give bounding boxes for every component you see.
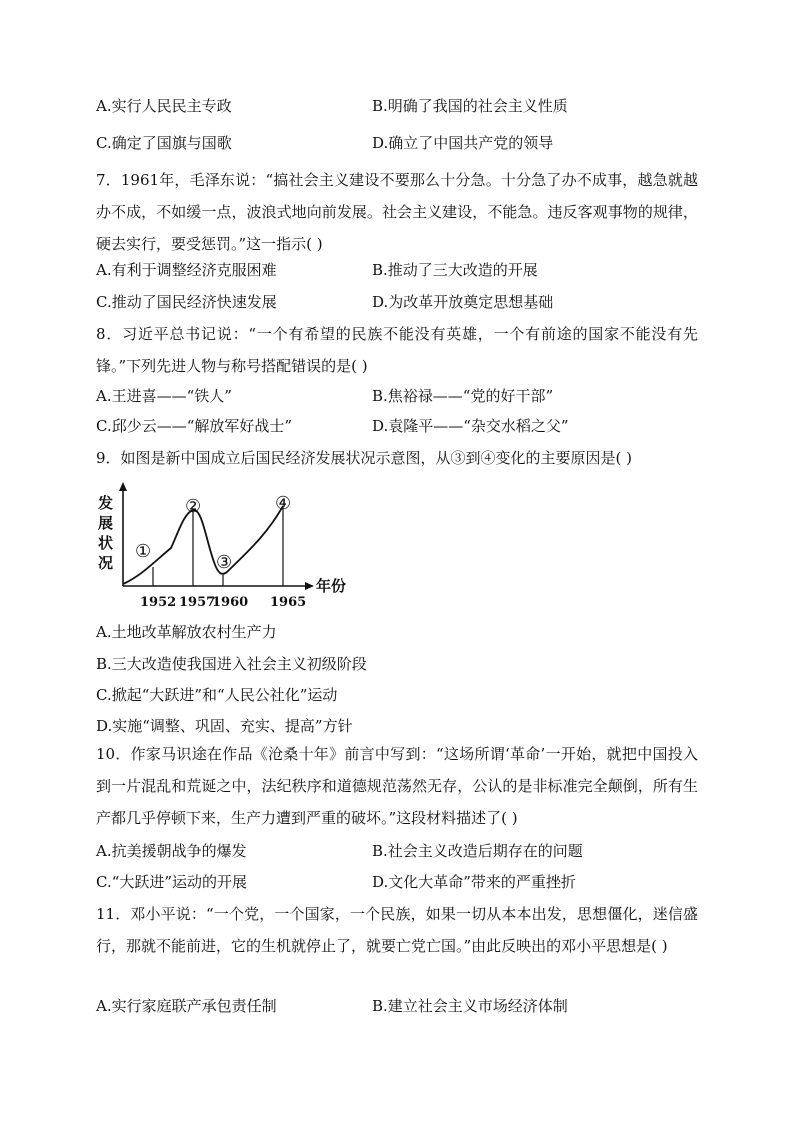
- point-1: ①: [135, 541, 152, 562]
- q11-stem: 11．邓小平说：“一个党，一个国家，一个民族，如果一切从本本出发，思想僵化，迷信盛行，那就不能前进，它的生机就停止了，就要亡党亡国。”由此反映出的邓小平思想是( ): [96, 905, 698, 955]
- q11-option-a: A.实行家庭联产承包责任制: [96, 997, 277, 1015]
- q10-option-d: D.文化大革命”带来的严重挫折: [372, 873, 576, 891]
- q9-option-d: D.实施“调整、巩固、充实、提高”方针: [96, 717, 353, 735]
- q9-option-b: B.三大改造使我国进入社会主义初级阶段: [96, 655, 367, 673]
- q8-option-d: D.袁隆平——“杂交水稻之父”: [372, 417, 569, 435]
- q11-option-b: B.建立社会主义市场经济体制: [372, 997, 568, 1015]
- tick-1952: 1952: [140, 595, 177, 610]
- y-label-2: 展: [98, 514, 114, 532]
- q7-stem: 7．1961年，毛泽东说：“搞社会主义建设不要那么十分急。十分急了办不成事，越急就越办不成，不如缓一点，波浪式地向前发展。社会主义建设，不能急。违反客观事物的规律，硬去实行，要受惩罚。”这一指示( ): [96, 171, 698, 253]
- q10-option-b: B.社会主义改造后期存在的问题: [372, 842, 583, 860]
- q7-option-a: A.有利于调整经济克服困难: [96, 261, 277, 279]
- point-3: ③: [216, 552, 233, 573]
- q8-option-b: B.焦裕禄——“党的好干部”: [372, 387, 554, 405]
- q7-option-b: B.推动了三大改造的开展: [372, 261, 538, 279]
- q6-option-c: C.确定了国旗与国歌: [96, 134, 232, 152]
- tick-1957: 1957: [179, 595, 216, 610]
- y-label-3: 状: [98, 534, 114, 552]
- q7-option-d: D.为改革开放奠定思想基础: [372, 293, 554, 311]
- y-label-4: 况: [98, 554, 114, 572]
- q6-option-b: B.明确了我国的社会主义性质: [372, 97, 568, 115]
- q6-option-a: A.实行人民民主专政: [96, 97, 232, 115]
- q8-option-c: C.邱少云——“解放军好战士”: [96, 417, 293, 435]
- x-axis-label: 年份: [316, 577, 347, 595]
- q7-option-c: C.推动了国民经济快速发展: [96, 293, 277, 311]
- q10-stem: 10．作家马识途在作品《沧桑十年》前言中写到：“这场所谓‘革命’一开始，就把中国投入到一片混乱和荒诞之中，法纪秩序和道德规范荡然无存，公认的是非标准完全颠倒，所有生产都几乎停顿下来，生产力遭到严重的破坏。”这段材料描述了( ): [96, 745, 698, 827]
- q9-option-c: C.掀起“大跃进”和“人民公社化”运动: [96, 686, 338, 704]
- economy-chart: [96, 478, 366, 614]
- q8-stem: 8．习近平总书记说：“一个有希望的民族不能没有英雄，一个有前途的国家不能没有先锋。”下列先进人物与称号搭配错误的是( ): [96, 325, 698, 375]
- q9-stem: 9．如图是新中国成立后国民经济发展状况示意图，从③到④变化的主要原因是( ): [96, 449, 633, 467]
- q9-option-a: A.土地改革解放农村生产力: [96, 623, 277, 641]
- q10-option-c: C.“大跃进”运动的开展: [96, 873, 248, 891]
- point-4: ④: [275, 493, 292, 514]
- tick-1965: 1965: [270, 595, 307, 610]
- q10-option-a: A.抗美援朝战争的爆发: [96, 842, 247, 860]
- q8-option-a: A.王进喜——“铁人”: [96, 387, 232, 405]
- tick-1960: 1960: [212, 595, 249, 610]
- point-2: ②: [185, 496, 202, 517]
- q6-option-d: D.确立了中国共产党的领导: [372, 134, 554, 152]
- y-label-1: 发: [98, 494, 114, 512]
- y-axis-arrow: [119, 482, 127, 491]
- x-axis-arrow: [305, 582, 314, 590]
